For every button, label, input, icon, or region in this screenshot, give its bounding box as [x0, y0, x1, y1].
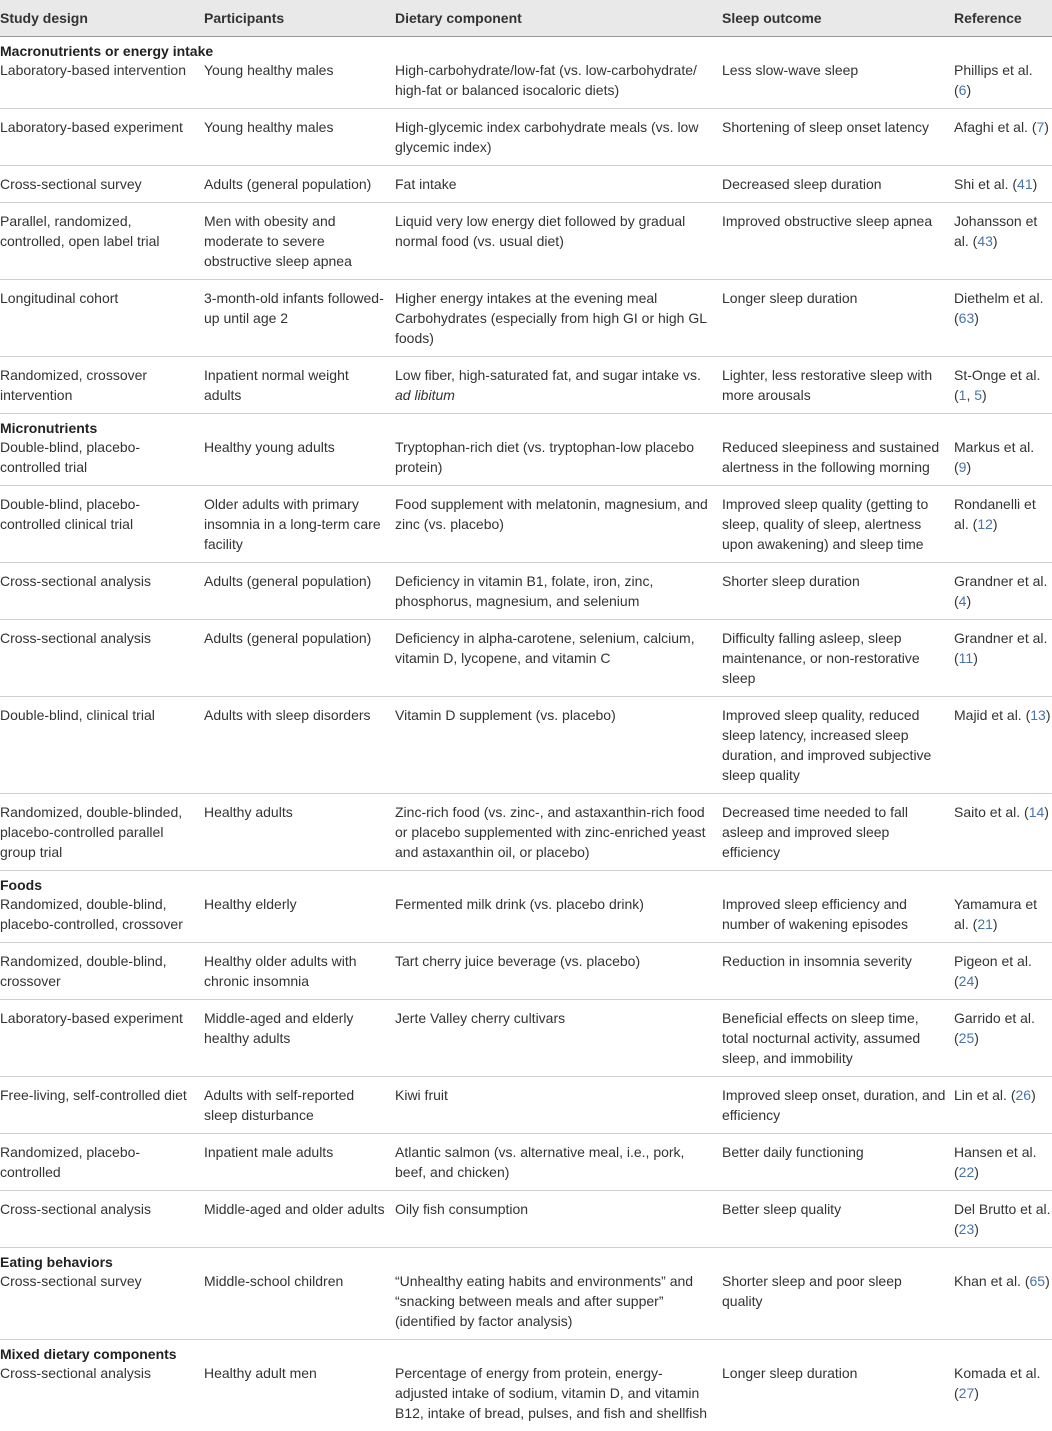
cell-dietary-component [387, 1363, 714, 1431]
cell-dietary-component [387, 1271, 714, 1340]
cell-reference [946, 1077, 1052, 1134]
table-row [0, 1271, 1052, 1340]
table-row [0, 203, 1052, 280]
table-row [0, 943, 1052, 1000]
cell-reference [946, 486, 1052, 563]
cell-participants-text: Young healthy males [204, 119, 333, 135]
cell-participants [196, 1000, 387, 1077]
cell-reference [946, 620, 1052, 697]
cell-participants [196, 1077, 387, 1134]
cell-dietary-component [387, 486, 714, 563]
cell-sleep-outcome-text: Reduced sleepiness and sustained alertness in the following morning [722, 439, 939, 475]
reference-link[interactable]: 22 [959, 1164, 975, 1180]
cell-dietary-component [387, 60, 714, 109]
table-row [0, 697, 1052, 794]
cell-study-design [0, 280, 196, 357]
cell-sleep-outcome-text: Longer sleep duration [722, 1365, 857, 1381]
reference-author: Komada et al. ( [954, 1365, 1040, 1401]
reference-author: Saito et al. ( [954, 804, 1029, 820]
reference-author: Garrido et al. ( [954, 1010, 1035, 1046]
cell-participants [196, 697, 387, 794]
header-dietary-component: Dietary component [387, 0, 714, 37]
cell-participants-text: Men with obesity and moderate to severe obstructive sleep apnea [204, 213, 352, 269]
reference-close: ) [1044, 804, 1049, 820]
cell-study-design-text: Randomized, double-blinded, placebo-controlled parallel group trial [0, 804, 182, 860]
table-row [0, 794, 1052, 871]
reference-link[interactable]: 27 [959, 1385, 975, 1401]
table-row [0, 60, 1052, 109]
reference-close: ) [993, 916, 998, 932]
reference-author: Khan et al. ( [954, 1273, 1030, 1289]
cell-participants-text: 3-month-old infants followed-up until age 2 [204, 290, 384, 326]
cell-sleep-outcome [714, 894, 946, 943]
cell-dietary-component-text: Oily fish consumption [395, 1201, 528, 1217]
cell-participants-text: Healthy adults [204, 804, 293, 820]
cell-dietary-component-text: Deficiency in alpha-carotene, selenium, calcium, vitamin D, lycopene, and vitamin C [395, 630, 695, 666]
italic-term: ad libitum [395, 387, 455, 403]
cell-study-design-text: Randomized, crossover intervention [0, 367, 147, 403]
reference-author: Pigeon et al. ( [954, 953, 1032, 989]
table-row [0, 437, 1052, 486]
reference-link[interactable]: 24 [959, 973, 975, 989]
cell-sleep-outcome [714, 109, 946, 166]
reference-author: Majid et al. ( [954, 707, 1030, 723]
cell-study-design [0, 563, 196, 620]
reference-link[interactable]: 41 [1017, 176, 1033, 192]
cell-sleep-outcome-text: Better daily functioning [722, 1144, 864, 1160]
cell-participants-text: Inpatient male adults [204, 1144, 333, 1160]
reference-link[interactable]: 13 [1030, 707, 1046, 723]
section-title: Mixed dietary components [0, 1340, 1052, 1364]
section-header-row [0, 414, 1052, 438]
cell-sleep-outcome-text: Shortening of sleep onset latency [722, 119, 929, 135]
cell-sleep-outcome [714, 203, 946, 280]
cell-study-design [0, 60, 196, 109]
reference-close: ) [993, 233, 998, 249]
cell-study-design-text: Cross-sectional analysis [0, 1201, 151, 1217]
cell-participants [196, 563, 387, 620]
cell-dietary-component-text: Zinc-rich food (vs. zinc-, and astaxanthin-rich food or placebo supplemented with zinc-enriched yeast and astaxanthin oil, or placebo) [395, 804, 706, 860]
table-row [0, 486, 1052, 563]
cell-dietary-component [387, 1134, 714, 1191]
reference-link[interactable]: 12 [977, 516, 993, 532]
cell-sleep-outcome-text: Improved sleep quality (getting to sleep, quality of sleep, alertness upon awakening) and sleep time [722, 496, 928, 552]
reference-author: Yamamura et al. ( [954, 896, 1037, 932]
cell-sleep-outcome [714, 1000, 946, 1077]
cell-participants-text: Adults with self-reported sleep disturbance [204, 1087, 354, 1123]
reference-close: ) [1045, 1273, 1050, 1289]
cell-participants-text: Adults (general population) [204, 630, 371, 646]
cell-study-design [0, 620, 196, 697]
reference-author: Lin et al. ( [954, 1087, 1015, 1103]
reference-close: ) [1046, 707, 1051, 723]
cell-participants-text: Middle-school children [204, 1273, 343, 1289]
cell-dietary-component [387, 1077, 714, 1134]
reference-link[interactable]: 25 [959, 1030, 975, 1046]
cell-participants-text: Adults with sleep disorders [204, 707, 371, 723]
reference-close: ) [966, 459, 971, 475]
cell-reference [946, 1271, 1052, 1340]
reference-link[interactable]: 63 [959, 310, 975, 326]
cell-sleep-outcome-text: Improved sleep efficiency and number of wakening episodes [722, 896, 908, 932]
cell-reference [946, 1000, 1052, 1077]
cell-sleep-outcome [714, 697, 946, 794]
reference-link[interactable]: 7 [1037, 119, 1045, 135]
section-header-row [0, 37, 1052, 61]
reference-link[interactable]: 14 [1029, 804, 1045, 820]
reference-separator: , [966, 387, 974, 403]
cell-dietary-component [387, 280, 714, 357]
cell-reference [946, 894, 1052, 943]
reference-link[interactable]: 1 [959, 387, 967, 403]
cell-sleep-outcome-text: Shorter sleep duration [722, 573, 860, 589]
cell-dietary-component-text: Tart cherry juice beverage (vs. placebo) [395, 953, 640, 969]
cell-dietary-component [387, 357, 714, 414]
cell-participants [196, 1191, 387, 1248]
reference-author: Johansson et al. ( [954, 213, 1037, 249]
cell-reference [946, 280, 1052, 357]
reference-link[interactable]: 9 [959, 459, 967, 475]
cell-participants [196, 486, 387, 563]
cell-dietary-component-text: Kiwi fruit [395, 1087, 448, 1103]
reference-author: Afaghi et al. ( [954, 119, 1037, 135]
reference-author: Rondanelli et al. ( [954, 496, 1036, 532]
reference-close: ) [974, 310, 979, 326]
cell-dietary-component [387, 437, 714, 486]
cell-dietary-component-text: Food supplement with melatonin, magnesium, and zinc (vs. placebo) [395, 496, 708, 532]
cell-reference [946, 1134, 1052, 1191]
reference-author: Phillips et al. ( [954, 62, 1033, 98]
cell-sleep-outcome [714, 1363, 946, 1431]
cell-study-design-text: Parallel, randomized, controlled, open label trial [0, 213, 160, 249]
cell-participants-text: Middle-aged and older adults [204, 1201, 385, 1217]
cell-dietary-component-text: “Unhealthy eating habits and environments” and “snacking between meals and after supper” (identified by factor analysis) [395, 1273, 693, 1329]
cell-reference [946, 563, 1052, 620]
cell-reference [946, 60, 1052, 109]
cell-dietary-component-text: Vitamin D supplement (vs. placebo) [395, 707, 616, 723]
cell-study-design-text: Double-blind, clinical trial [0, 707, 155, 723]
cell-dietary-component [387, 203, 714, 280]
header-row [0, 0, 1052, 37]
cell-study-design [0, 697, 196, 794]
cell-sleep-outcome-text: Better sleep quality [722, 1201, 841, 1217]
cell-study-design-text: Longitudinal cohort [0, 290, 118, 306]
reference-author: Del Brutto et al. ( [954, 1201, 1051, 1237]
cell-sleep-outcome [714, 486, 946, 563]
reference-close: ) [974, 973, 979, 989]
cell-sleep-outcome [714, 166, 946, 203]
cell-study-design-text: Laboratory-based experiment [0, 1010, 183, 1026]
cell-reference [946, 357, 1052, 414]
cell-dietary-component-text: Percentage of energy from protein, energy-adjusted intake of sodium, vitamin D, and vitamin B12, intake of bread, pulses, and fish and shellfish [395, 1365, 707, 1421]
cell-sleep-outcome-text: Decreased sleep duration [722, 176, 882, 192]
cell-participants-text: Healthy adult men [204, 1365, 317, 1381]
reference-link[interactable]: 26 [1015, 1087, 1031, 1103]
cell-study-design-text: Laboratory-based experiment [0, 119, 183, 135]
cell-sleep-outcome-text: Beneficial effects on sleep time, total nocturnal activity, assumed sleep, and immobility [722, 1010, 920, 1066]
table-row [0, 1077, 1052, 1134]
cell-participants [196, 943, 387, 1000]
reference-author: Shi et al. ( [954, 176, 1017, 192]
section-header-row [0, 1340, 1052, 1364]
cell-participants [196, 166, 387, 203]
cell-study-design [0, 357, 196, 414]
cell-study-design-text: Randomized, placebo-controlled [0, 1144, 140, 1180]
cell-participants [196, 280, 387, 357]
section-header-row [0, 1248, 1052, 1272]
cell-study-design-text: Laboratory-based intervention [0, 62, 186, 78]
cell-sleep-outcome-text: Improved obstructive sleep apnea [722, 213, 932, 229]
reference-close: ) [993, 516, 998, 532]
reference-close: ) [966, 82, 971, 98]
cell-participants [196, 794, 387, 871]
cell-participants [196, 1134, 387, 1191]
cell-study-design [0, 1363, 196, 1431]
cell-study-design-text: Cross-sectional analysis [0, 573, 151, 589]
cell-dietary-component [387, 166, 714, 203]
cell-sleep-outcome [714, 1191, 946, 1248]
reference-link[interactable]: 11 [959, 650, 974, 666]
section-header-row [0, 871, 1052, 895]
table-row [0, 563, 1052, 620]
cell-study-design-text: Cross-sectional analysis [0, 630, 151, 646]
cell-dietary-component-text: Higher energy intakes at the evening meal Carbohydrates (especially from high GI or high GL foods) [395, 290, 707, 346]
reference-author: Markus et al. ( [954, 439, 1034, 475]
cell-dietary-component [387, 1191, 714, 1248]
table-row [0, 280, 1052, 357]
cell-dietary-component-text: High-carbohydrate/low-fat (vs. low-carbohydrate/ high-fat or balanced isocaloric diets) [395, 62, 697, 98]
cell-participants-text: Older adults with primary insomnia in a long-term care facility [204, 496, 381, 552]
reference-close: ) [1033, 176, 1038, 192]
reference-link[interactable]: 23 [959, 1221, 975, 1237]
cell-reference [946, 109, 1052, 166]
cell-dietary-component-text: Deficiency in vitamin B1, folate, iron, zinc, phosphorus, magnesium, and selenium [395, 573, 653, 609]
cell-sleep-outcome [714, 563, 946, 620]
cell-study-design [0, 166, 196, 203]
reference-close: ) [974, 1221, 979, 1237]
table-row [0, 894, 1052, 943]
reference-author: St-Onge et al. ( [954, 367, 1040, 403]
cell-study-design-text: Cross-sectional survey [0, 1273, 142, 1289]
cell-reference [946, 166, 1052, 203]
cell-sleep-outcome [714, 357, 946, 414]
reference-close: ) [1044, 119, 1049, 135]
cell-reference [946, 943, 1052, 1000]
cell-dietary-component-text: Low fiber, high-saturated fat, and sugar intake vs. [395, 367, 701, 383]
cell-dietary-component-text: Fat intake [395, 176, 456, 192]
reference-link[interactable]: 5 [974, 387, 982, 403]
reference-link[interactable]: 6 [959, 82, 967, 98]
cell-dietary-component [387, 943, 714, 1000]
cell-participants [196, 203, 387, 280]
cell-study-design [0, 1134, 196, 1191]
table-row [0, 1000, 1052, 1077]
cell-participants-text: Inpatient normal weight adults [204, 367, 349, 403]
cell-dietary-component-text: Jerte Valley cherry cultivars [395, 1010, 565, 1026]
cell-participants [196, 60, 387, 109]
cell-study-design [0, 203, 196, 280]
cell-dietary-component-text: Fermented milk drink (vs. placebo drink) [395, 896, 644, 912]
table-row [0, 1134, 1052, 1191]
header-sleep-outcome: Sleep outcome [714, 0, 946, 37]
cell-participants-text: Adults (general population) [204, 176, 371, 192]
table-row [0, 1191, 1052, 1248]
cell-dietary-component-text: Liquid very low energy diet followed by gradual normal food (vs. usual diet) [395, 213, 685, 249]
reference-close: ) [974, 1164, 979, 1180]
table-row [0, 109, 1052, 166]
cell-study-design [0, 1191, 196, 1248]
header-participants: Participants [196, 0, 387, 37]
cell-reference [946, 203, 1052, 280]
cell-study-design-text: Free-living, self-controlled diet [0, 1087, 187, 1103]
cell-sleep-outcome-text: Improved sleep quality, reduced sleep latency, increased sleep duration, and improved subjective sleep quality [722, 707, 931, 783]
cell-sleep-outcome-text: Less slow-wave sleep [722, 62, 858, 78]
header-study-design: Study design [0, 0, 196, 37]
cell-sleep-outcome [714, 943, 946, 1000]
table-row [0, 357, 1052, 414]
cell-dietary-component-text: Atlantic salmon (vs. alternative meal, i.e., pork, beef, and chicken) [395, 1144, 684, 1180]
cell-study-design-text: Cross-sectional survey [0, 176, 142, 192]
cell-participants-text: Adults (general population) [204, 573, 371, 589]
reference-link[interactable]: 21 [977, 916, 993, 932]
cell-participants [196, 1363, 387, 1431]
cell-dietary-component [387, 1000, 714, 1077]
reference-author: Hansen et al. ( [954, 1144, 1037, 1180]
cell-dietary-component-text: High-glycemic index carbohydrate meals (vs. low glycemic index) [395, 119, 698, 155]
cell-reference [946, 697, 1052, 794]
cell-dietary-component [387, 563, 714, 620]
cell-sleep-outcome-text: Longer sleep duration [722, 290, 857, 306]
cell-reference [946, 794, 1052, 871]
cell-participants-text: Young healthy males [204, 62, 333, 78]
cell-sleep-outcome-text: Decreased time needed to fall asleep and improved sleep efficiency [722, 804, 908, 860]
section-title: Macronutrients or energy intake [0, 37, 1052, 61]
reference-author: Grandner et al. ( [954, 630, 1047, 666]
cell-participants [196, 1271, 387, 1340]
cell-dietary-component [387, 697, 714, 794]
cell-study-design [0, 486, 196, 563]
cell-study-design [0, 1077, 196, 1134]
reference-close: ) [974, 1030, 979, 1046]
cell-participants [196, 437, 387, 486]
reference-author: Grandner et al. ( [954, 573, 1047, 609]
cell-study-design-text: Randomized, double-blind, placebo-controlled, crossover [0, 896, 183, 932]
cell-sleep-outcome-text: Lighter, less restorative sleep with more arousals [722, 367, 932, 403]
reference-close: ) [1031, 1087, 1036, 1103]
cell-sleep-outcome-text: Reduction in insomnia severity [722, 953, 912, 969]
cell-study-design [0, 437, 196, 486]
cell-sleep-outcome-text: Shorter sleep and poor sleep quality [722, 1273, 902, 1309]
cell-sleep-outcome-text: Difficulty falling asleep, sleep maintenance, or non-restorative sleep [722, 630, 920, 686]
cell-sleep-outcome [714, 1077, 946, 1134]
cell-sleep-outcome [714, 280, 946, 357]
reference-link[interactable]: 4 [959, 593, 967, 609]
cell-participants-text: Healthy older adults with chronic insomnia [204, 953, 357, 989]
cell-participants-text: Healthy elderly [204, 896, 297, 912]
cell-study-design [0, 1271, 196, 1340]
section-title: Foods [0, 871, 1052, 895]
cell-sleep-outcome-text: Improved sleep onset, duration, and efficiency [722, 1087, 945, 1123]
cell-dietary-component [387, 109, 714, 166]
reference-close: ) [982, 387, 987, 403]
reference-close: ) [974, 1385, 979, 1401]
cell-participants [196, 357, 387, 414]
table-row [0, 166, 1052, 203]
reference-close: ) [973, 650, 978, 666]
cell-study-design-text: Randomized, double-blind, crossover [0, 953, 167, 989]
reference-link[interactable]: 65 [1030, 1273, 1046, 1289]
table-row [0, 620, 1052, 697]
header-reference: Reference [946, 0, 1052, 37]
cell-study-design-text: Cross-sectional analysis [0, 1365, 151, 1381]
cell-participants [196, 894, 387, 943]
cell-study-design [0, 109, 196, 166]
cell-sleep-outcome [714, 1134, 946, 1191]
table-body [0, 37, 1052, 1431]
cell-sleep-outcome [714, 794, 946, 871]
cell-study-design [0, 1000, 196, 1077]
cell-dietary-component [387, 894, 714, 943]
cell-reference [946, 1191, 1052, 1248]
cell-reference [946, 1363, 1052, 1431]
section-title: Micronutrients [0, 414, 1052, 438]
cell-participants-text: Middle-aged and elderly healthy adults [204, 1010, 353, 1046]
cell-reference [946, 437, 1052, 486]
cell-sleep-outcome [714, 60, 946, 109]
cell-dietary-component [387, 620, 714, 697]
reference-author: Diethelm et al. ( [954, 290, 1043, 326]
cell-study-design-text: Double-blind, placebo-controlled trial [0, 439, 140, 475]
reference-link[interactable]: 43 [977, 233, 993, 249]
cell-participants [196, 109, 387, 166]
cell-sleep-outcome [714, 620, 946, 697]
cell-sleep-outcome [714, 437, 946, 486]
cell-dietary-component-text: Tryptophan-rich diet (vs. tryptophan-low placebo protein) [395, 439, 694, 475]
section-title: Eating behaviors [0, 1248, 1052, 1272]
cell-participants-text: Healthy young adults [204, 439, 335, 455]
cell-study-design [0, 794, 196, 871]
table-row [0, 1363, 1052, 1431]
cell-study-design-text: Double-blind, placebo-controlled clinical trial [0, 496, 140, 532]
cell-study-design [0, 894, 196, 943]
reference-close: ) [966, 593, 971, 609]
cell-participants [196, 620, 387, 697]
cell-sleep-outcome [714, 1271, 946, 1340]
cell-study-design [0, 943, 196, 1000]
cell-dietary-component [387, 794, 714, 871]
